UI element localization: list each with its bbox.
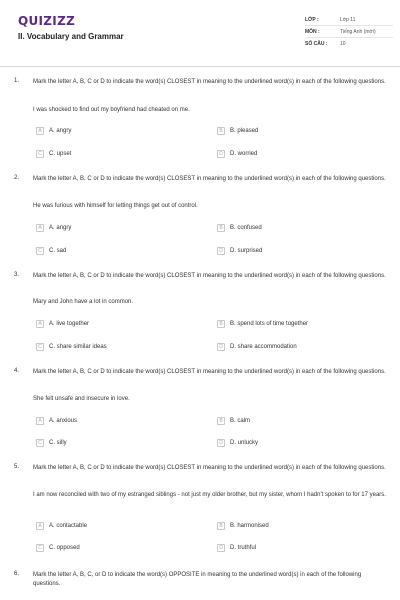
option-text: D. surprised [230,248,263,254]
option-text: D. truthful [230,545,257,551]
question-number: 1. [14,78,20,84]
option-letter-box: A [36,224,44,232]
option-letter-box: C [36,544,44,552]
option-text: C. share similar ideas [49,344,107,350]
question-sentence: Mary and John have a lot in common. [33,299,134,305]
option-a[interactable] [36,521,87,531]
option-text: B. pleased [230,128,259,134]
option-letter-box: B [217,127,225,135]
option-letter-box: C [36,247,44,255]
option-text: D. unlucky [230,440,259,446]
option-d[interactable] [217,246,262,256]
option-c[interactable] [36,342,107,352]
question-sentence: She felt unsafe and insecure in love. [33,396,130,402]
option-letter-box: B [217,417,225,425]
option-a[interactable] [36,319,89,329]
question-prompt: Mark the letter A, B, C or D to indicate the word(s) CLOSEST in meaning to the underlined word(s) in each of the following questions. [33,79,386,85]
question-prompt: Mark the letter A, B, C or D to indicate the word(s) CLOSEST in meaning to the underlined word(s) in each of the following questions. [33,465,386,471]
question-number: 2. [14,175,20,181]
option-text: D. worried [230,151,258,157]
option-text: B. harmonised [230,523,269,529]
option-text: C. opposed [49,545,80,551]
option-b[interactable] [217,521,269,531]
option-c[interactable] [36,149,71,159]
question-number: 5. [14,464,20,470]
option-b[interactable] [217,223,262,233]
option-d[interactable] [217,342,297,352]
option-text: A. contactable [49,523,88,529]
meta-row-count [305,38,393,49]
meta-label: LỚP : [305,16,319,23]
option-text: D. share accommodation [230,344,297,350]
option-a[interactable] [36,126,71,136]
question-sentence: I was shocked to find out my boyfriend had cheated on me. [33,107,190,113]
meta-value: Tiếng Anh (mới) [340,28,376,35]
question-sentence: He was furious with himself for letting things get out of control. [33,203,198,209]
option-letter-box: D [217,150,225,158]
option-text: B. confused [230,225,262,231]
option-letter-box: D [217,439,225,447]
question-number: 3. [14,272,20,278]
option-letter-box: C [36,343,44,351]
meta-label: SỐ CÂU : [305,40,328,47]
option-letter-box: D [217,247,225,255]
option-letter-box: B [217,224,225,232]
option-text: B. spend lots of time together [230,321,309,327]
option-b[interactable] [217,126,258,136]
option-letter-box: A [36,417,44,425]
option-b[interactable] [217,416,250,426]
option-c[interactable] [36,246,66,256]
option-d[interactable] [217,149,257,159]
option-letter-box: A [36,320,44,328]
question-prompt: Mark the letter A, B, C, or D to indicate the word(s) OPPOSITE in meaning to the underlined word(s) in each of the following questions. [33,572,362,587]
meta-row-class [305,14,393,26]
meta-row-subject [305,26,393,38]
option-c[interactable] [36,543,80,553]
option-text: A. anxious [49,418,78,424]
option-text: B. calm [230,418,251,424]
option-letter-box: C [36,150,44,158]
option-a[interactable] [36,223,71,233]
option-letter-box: D [217,544,225,552]
option-text: A. angry [49,225,72,231]
option-text: C. silly [49,440,67,446]
meta-value: 10 [340,40,346,47]
option-letter-box: A [36,522,44,530]
meta-value: Lớp 11 [340,16,356,23]
option-d[interactable] [217,543,256,553]
option-text: C. sad [49,248,67,254]
page-header [0,0,400,67]
option-text: A. live together [49,321,90,327]
question-number: 6. [14,571,20,577]
question-prompt: Mark the letter A, B, C or D to indicate the word(s) CLOSEST in meaning to the underlined word(s) in each of the following questions. [33,369,386,375]
question-number: 4. [14,368,20,374]
page-title: II. Vocabulary and Grammar [18,32,124,41]
option-a[interactable] [36,416,77,426]
meta-label: MÔN : [305,28,320,35]
quizizz-logo: QUIZIZZ [18,14,76,28]
option-b[interactable] [217,319,308,329]
option-letter-box: C [36,439,44,447]
question-prompt: Mark the letter A, B, C or D to indicate the word(s) CLOSEST in meaning to the underlined word(s) in each of the following questions. [33,176,386,182]
option-d[interactable] [217,438,258,448]
option-text: A. angry [49,128,72,134]
option-letter-box: D [217,343,225,351]
option-text: C. upset [49,151,72,157]
question-sentence: I am now reconciled with two of my estranged siblings - not just my older brother, but my sister, whom I hadn't spoken to for 17 years. [33,492,386,498]
option-c[interactable] [36,438,67,448]
option-letter-box: B [217,320,225,328]
question-prompt: Mark the letter A, B, C or D to indicate the word(s) CLOSEST in meaning to the underlined word(s) in each of the following questions. [33,273,386,279]
option-letter-box: B [217,522,225,530]
meta-info [305,14,393,49]
option-letter-box: A [36,127,44,135]
